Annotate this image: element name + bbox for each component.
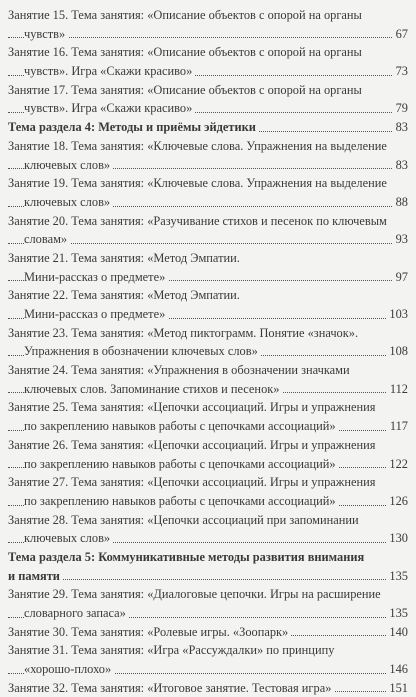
entry-title-text: Занятие 19. Тема занятия: «Ключевые слова. Упражнения на выделение	[8, 174, 390, 193]
entry-title-text: Занятие 25. Тема занятия: «Цепочки ассоциаций. Игры и упражнения	[8, 398, 378, 417]
toc-line	[8, 268, 408, 287]
toc-line	[8, 492, 408, 511]
toc-entry	[8, 398, 408, 435]
page-number: 112	[387, 380, 408, 399]
entry-title-text: Занятие 23. Тема занятия: «Метод пиктограмм. Понятие «значок».	[8, 324, 361, 343]
toc-line	[8, 660, 408, 679]
toc-line	[8, 62, 408, 81]
toc-line	[8, 324, 408, 343]
entry-title-text: по закреплению навыков работы с цепочками ассоциаций»	[24, 455, 339, 474]
toc-entry	[8, 43, 408, 80]
section-title-text: и памяти	[8, 567, 63, 586]
toc-line	[8, 417, 408, 436]
toc-line	[8, 118, 408, 137]
entry-title-text: ключевых слов»	[24, 156, 113, 175]
table-of-contents	[8, 6, 408, 697]
toc-entry	[8, 174, 408, 211]
toc-line	[8, 529, 408, 548]
toc-line	[8, 174, 408, 193]
entry-title-text: Занятие 27. Тема занятия: «Цепочки ассоциаций. Игры и упражнения	[8, 473, 378, 492]
entry-title-text: Занятие 26. Тема занятия: «Цепочки ассоциаций. Игры и упражнения	[8, 436, 378, 455]
toc-line	[8, 567, 408, 586]
toc-entry	[8, 436, 408, 473]
page-number: 126	[386, 492, 408, 511]
entry-title-text: Мини-рассказ о предмете»	[24, 268, 168, 287]
page-number: 122	[386, 455, 408, 474]
entry-title-text: словам»	[24, 230, 70, 249]
entry-title-text: Занятие 29. Тема занятия: «Диалоговые цепочки. Игры на расширение	[8, 585, 384, 604]
toc-line	[8, 511, 408, 530]
page-number: 108	[386, 342, 408, 361]
page-number: 73	[393, 62, 408, 81]
toc-line	[8, 99, 408, 118]
toc-line	[8, 473, 408, 492]
entry-title-text: Упражнения в обозначении ключевых слов»	[24, 342, 261, 361]
entry-title-text: Занятие 15. Тема занятия: «Описание объектов с опорой на органы	[8, 6, 365, 25]
toc-line	[8, 398, 408, 417]
toc-entry	[8, 81, 408, 118]
toc-entry	[8, 511, 408, 548]
entry-title-text: по закреплению навыков работы с цепочками ассоциаций»	[24, 417, 339, 436]
entry-title-text: Занятие 24. Тема занятия: «Упражнения в обозначении значками	[8, 361, 353, 380]
toc-line	[8, 230, 408, 249]
toc-line	[8, 137, 408, 156]
entry-title-text: ключевых слов. Запоминание стихов и песенок»	[24, 380, 282, 399]
toc-line	[8, 43, 408, 62]
page-number: 146	[386, 660, 408, 679]
toc-line	[8, 585, 408, 604]
page-number: 130	[386, 529, 408, 548]
entry-title-text: по закреплению навыков работы с цепочками ассоциаций»	[24, 492, 339, 511]
entry-title-text: чувств»	[24, 25, 68, 44]
toc-line	[8, 81, 408, 100]
toc-entry	[8, 641, 408, 678]
page-number: 103	[386, 305, 408, 324]
toc-line	[8, 156, 408, 175]
toc-entry	[8, 249, 408, 286]
toc-line	[8, 249, 408, 268]
entry-title-text: Занятие 16. Тема занятия: «Описание объектов с опорой на органы	[8, 43, 365, 62]
toc-entry	[8, 137, 408, 174]
page-number: 140	[386, 623, 408, 642]
section-entry	[8, 548, 408, 585]
toc-line	[8, 641, 408, 660]
toc-line	[8, 455, 408, 474]
entry-title-text: Занятие 31. Тема занятия: «Игра «Рассуждалки» по принципу	[8, 641, 337, 660]
entry-title-text: словарного запаса»	[24, 604, 129, 623]
page-number: 67	[393, 25, 408, 44]
toc-line	[8, 212, 408, 231]
page-number: 135	[386, 604, 408, 623]
entry-title-text: чувств». Игра «Скажи красиво»	[24, 62, 195, 81]
entry-title-text: Занятие 32. Тема занятия: «Итоговое занятие. Тестовая игра»	[8, 679, 334, 697]
toc-line	[8, 623, 408, 642]
toc-line	[8, 193, 408, 212]
toc-line	[8, 548, 408, 567]
entry-title-text: Мини-рассказ о предмете»	[24, 305, 168, 324]
toc-line	[8, 305, 408, 324]
toc-entry	[8, 679, 408, 697]
page-number: 151	[386, 679, 408, 697]
toc-entry	[8, 212, 408, 249]
page-number: 93	[393, 230, 408, 249]
toc-line	[8, 436, 408, 455]
toc-line	[8, 342, 408, 361]
toc-line	[8, 380, 408, 399]
toc-line	[8, 679, 408, 697]
entry-title-text: Занятие 30. Тема занятия: «Ролевые игры. «Зоопарк»	[8, 623, 291, 642]
entry-title-text: чувств». Игра «Скажи красиво»	[24, 99, 195, 118]
toc-line	[8, 286, 408, 305]
entry-title-text: Занятие 17. Тема занятия: «Описание объектов с опорой на органы	[8, 81, 365, 100]
page-number: 83	[393, 118, 408, 137]
entry-title-text: Занятие 20. Тема занятия: «Разучивание стихов и песенок по ключевым	[8, 212, 390, 231]
entry-title-text: Занятие 18. Тема занятия: «Ключевые слова. Упражнения на выделение	[8, 137, 390, 156]
page-number: 83	[393, 156, 408, 175]
toc-entry	[8, 623, 408, 642]
page-number: 135	[386, 567, 408, 586]
toc-entry	[8, 585, 408, 622]
entry-title-text: Занятие 22. Тема занятия: «Метод Эмпатии.	[8, 286, 243, 305]
toc-line	[8, 6, 408, 25]
entry-title-text: Занятие 21. Тема занятия: «Метод Эмпатии.	[8, 249, 243, 268]
entry-title-text: Занятие 28. Тема занятия: «Цепочки ассоциаций при запоминании	[8, 511, 362, 530]
toc-entry	[8, 361, 408, 398]
entry-title-text: ключевых слов»	[24, 193, 113, 212]
section-title-text: Тема раздела 5: Коммуникативные методы развития внимания	[8, 548, 367, 567]
section-entry	[8, 118, 408, 137]
toc-entry	[8, 286, 408, 323]
page-number: 79	[393, 99, 408, 118]
toc-line	[8, 361, 408, 380]
page-number: 117	[387, 417, 408, 436]
entry-title-text: «хорошо-плохо»	[24, 660, 114, 679]
entry-title-text: ключевых слов»	[24, 529, 113, 548]
toc-entry	[8, 324, 408, 361]
toc-entry	[8, 473, 408, 510]
page-number: 97	[393, 268, 408, 287]
toc-entry	[8, 6, 408, 43]
toc-line	[8, 25, 408, 44]
section-title-text: Тема раздела 4: Методы и приёмы эйдетики	[8, 118, 259, 137]
page-number: 88	[393, 193, 408, 212]
